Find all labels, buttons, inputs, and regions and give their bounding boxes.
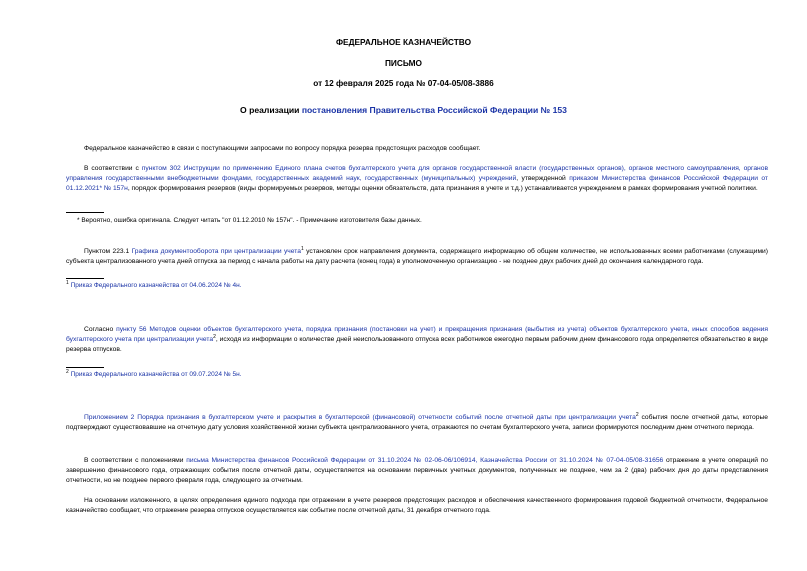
subject-link[interactable]: постановления Правительства Российской Федерации № 153 (301, 105, 567, 115)
doc-type: ПИСЬМО (384, 58, 423, 68)
doc-subject (0, 105, 807, 115)
minfin-treasury-letters-link[interactable]: письма Министерства финансов Российской Федерации от 31.10.2024 № 02-06-06/106914, Казначейства России от 31.10.2024 № 07-04-05/08-31656 (186, 457, 664, 464)
paragraph-conclusion: На основании изложенного, в целях определения единого подхода при отражении в учете резервов предстоящих расходов и обеспечения качественного формирования годовой бюджетной отчетности, Федеральное казначейство сообщает, что отражение резерва отпусков осуществляется как событие после отчетной даты, 31 декабря отчетного года. (66, 497, 768, 514)
footnote-error-note: * Вероятно, ошибка оригинала. Следует читать "от 01.12.2010 № 157н". - Примечание изготовителя базы данных. (77, 217, 422, 224)
footnote-ref-2: 2 (213, 333, 216, 340)
footnote-2-mark: 2 (66, 368, 69, 375)
footnote-ref-2b: 2 (635, 411, 639, 418)
minfin-order-157n-link[interactable]: приказом Министерства финансов Российской Федерации от 01.12.2021* № 157н (66, 175, 768, 192)
doc-date-number: от 12 февраля 2025 года № 07-04-05/08-3886 (313, 78, 494, 88)
methods-point-56-link[interactable]: пункту 56 Методов оценки объектов бухгалтерского учета, порядка признания (постановки на учет) и прекращения признания (выбытия из учета) объектов бухгалтерского учета, иных способов ведения бухгалтерского учета при централизации учета (66, 326, 768, 343)
p6-text-1: В соответствии с положениями (84, 457, 187, 464)
p3-text-1: Пунктом 223.1 (84, 248, 132, 255)
subject-prefix: О реализации (240, 105, 302, 115)
treasury-order-4n-link[interactable]: Приказ Федерального казначейства от 04.06.2024 № 4н. (70, 282, 242, 289)
paragraph-letters (66, 456, 768, 486)
instruction-302-link[interactable]: пунктом 302 Инструкции по применению Единого плана счетов бухгалтерского учета для органов государственной власти (государственных органов), органов местного самоуправления, органов управления государственными внебюджетными фондами, государственных академий наук, государственных (муниципальных) учреждений (66, 165, 769, 182)
treasury-order-5n-link[interactable]: Приказ Федерального казначейства от 09.07.2024 № 5н. (70, 371, 242, 378)
paragraph-schedule (66, 247, 768, 267)
paragraph-intro: Федеральное казначейство в связи с поступающими запросами по вопросу порядка резерва предстоящих расходов сообщает. (84, 145, 481, 152)
footnote-2 (66, 370, 242, 380)
p5-text-1: события после отчетной даты, которые подтверждают существовавшие на отчетную дату условия хозяйственной жизни субъекта централизованного учета, отражаются по счетам бухгалтерского учета, записи формируются последним днем отчетного периода. (66, 414, 768, 431)
footnote-1 (66, 281, 242, 291)
p2-text-3: , порядок формирования резервов (виды формируемых резервов, методы оценки обязательств, дата признания в учете и т.д.) устанавливается учреждением в рамках формирования учетной политики. (127, 185, 758, 192)
org-title: ФЕДЕРАЛЬНОЕ КАЗНАЧЕЙСТВО (335, 37, 472, 47)
footnote-divider (66, 367, 104, 368)
paragraph-appendix (66, 413, 768, 433)
p3-text-2: установлен срок направления документа, содержащего информацию об общем количестве, не использованных всеми работниками (служащими) субъекта централизованного учета дней отпуска за период с начала работы на дату расчета (конец года) в уполномоченную организацию - не позднее двух рабочих дней до окончания календарного года. (66, 248, 769, 265)
p2-text-1: В соответствии с (84, 165, 142, 172)
footnote-divider (66, 212, 104, 213)
paragraph-methods (66, 325, 768, 355)
appendix-2-link[interactable]: Приложением 2 Порядка признания в бухгалтерском учете и раскрытия в бухгалтерской (финансовой) отчетности событий после отчетной даты при централизации учета (84, 414, 636, 421)
footnote-divider (66, 278, 104, 279)
footnote-ref-1: 1 (301, 245, 304, 252)
p2-text-2: , утвержденной (516, 175, 570, 182)
document-flow-schedule-link[interactable]: Графика документооборота при централизации учета (131, 248, 301, 255)
p4-text-2: , исходя из информации о количестве дней неиспользованного отпуска всех работников ежегодно первым рабочим днем финансового года определяется обязательство в виде резерва отпусков. (66, 336, 768, 353)
footnote-1-mark: 1 (66, 279, 69, 286)
p6-text-2: отражение в учете операций по завершению финансового года, отражающих события после отчетной даты, осуществляется на основании первичных учетных документов, полученных не позднее, чем за 2 (два) рабочих дня до даты представления отчетности, но не позднее первого февраля года, следующего за отчетным. (66, 457, 769, 484)
paragraph-instruction (66, 164, 768, 194)
p4-text-1: Согласно (84, 326, 117, 333)
